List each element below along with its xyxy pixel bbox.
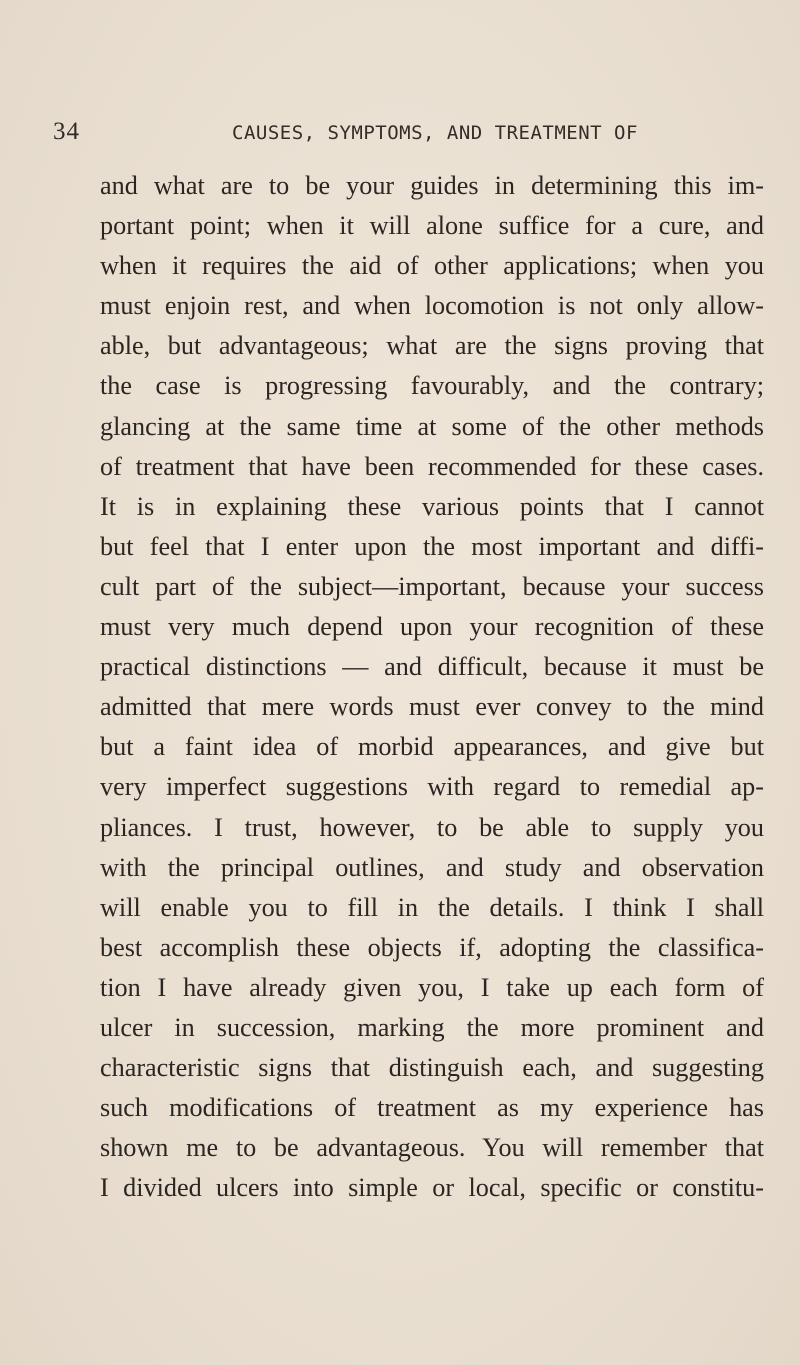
text-line: and what are to be your guides in determining this im-	[100, 171, 764, 200]
text-line: portant point; when it will alone suffice for a cure, and	[100, 211, 764, 241]
text-line: but feel that I enter upon the most important and diffi-	[100, 531, 764, 561]
text-line: characteristic signs that distinguish each, and suggesting	[100, 1053, 764, 1083]
text-line: pliances. I trust, however, to be able to supply you	[100, 812, 764, 842]
page-number: 34	[53, 118, 80, 145]
text-line: best accomplish these objects if, adopting the classifica-	[100, 932, 764, 962]
text-line: glancing at the same time at some of the other methods	[100, 411, 764, 441]
text-line: must very much depend upon your recognition of these	[100, 612, 764, 642]
body-text	[100, 166, 764, 1208]
text-line: I divided ulcers into simple or local, specific or constitu-	[100, 1173, 764, 1203]
text-line: the case is progressing favourably, and the contrary;	[100, 371, 764, 401]
text-line: practical distinctions — and difficult, because it must be	[100, 652, 764, 682]
text-line: very imperfect suggestions with regard to remedial ap-	[100, 772, 764, 802]
text-line: ulcer in succession, marking the more prominent and	[100, 1012, 764, 1042]
text-line: admitted that mere words must ever convey to the mind	[100, 692, 764, 722]
text-line: will enable you to fill in the details. I think I shall	[100, 892, 764, 922]
text-line: with the principal outlines, and study and observation	[100, 852, 764, 882]
text-line: when it requires the aid of other applications; when you	[100, 251, 764, 281]
text-line: such modifications of treatment as my experience has	[100, 1093, 764, 1123]
text-line: tion I have already given you, I take up each form of	[100, 972, 764, 1002]
text-line: It is in explaining these various points that I cannot	[100, 491, 764, 521]
text-line: shown me to be advantageous. You will remember that	[100, 1133, 764, 1163]
page-header	[0, 118, 800, 148]
text-line: must enjoin rest, and when locomotion is not only allow-	[100, 291, 764, 321]
running-head: CAUSES, SYMPTOMS, AND TREATMENT OF	[232, 122, 638, 144]
text-line: cult part of the subject—important, because your success	[100, 571, 764, 601]
text-line: but a faint idea of morbid appearances, and give but	[100, 732, 764, 762]
text-line: able, but advantageous; what are the signs proving that	[100, 331, 764, 361]
text-line: of treatment that have been recommended for these cases.	[100, 451, 764, 481]
